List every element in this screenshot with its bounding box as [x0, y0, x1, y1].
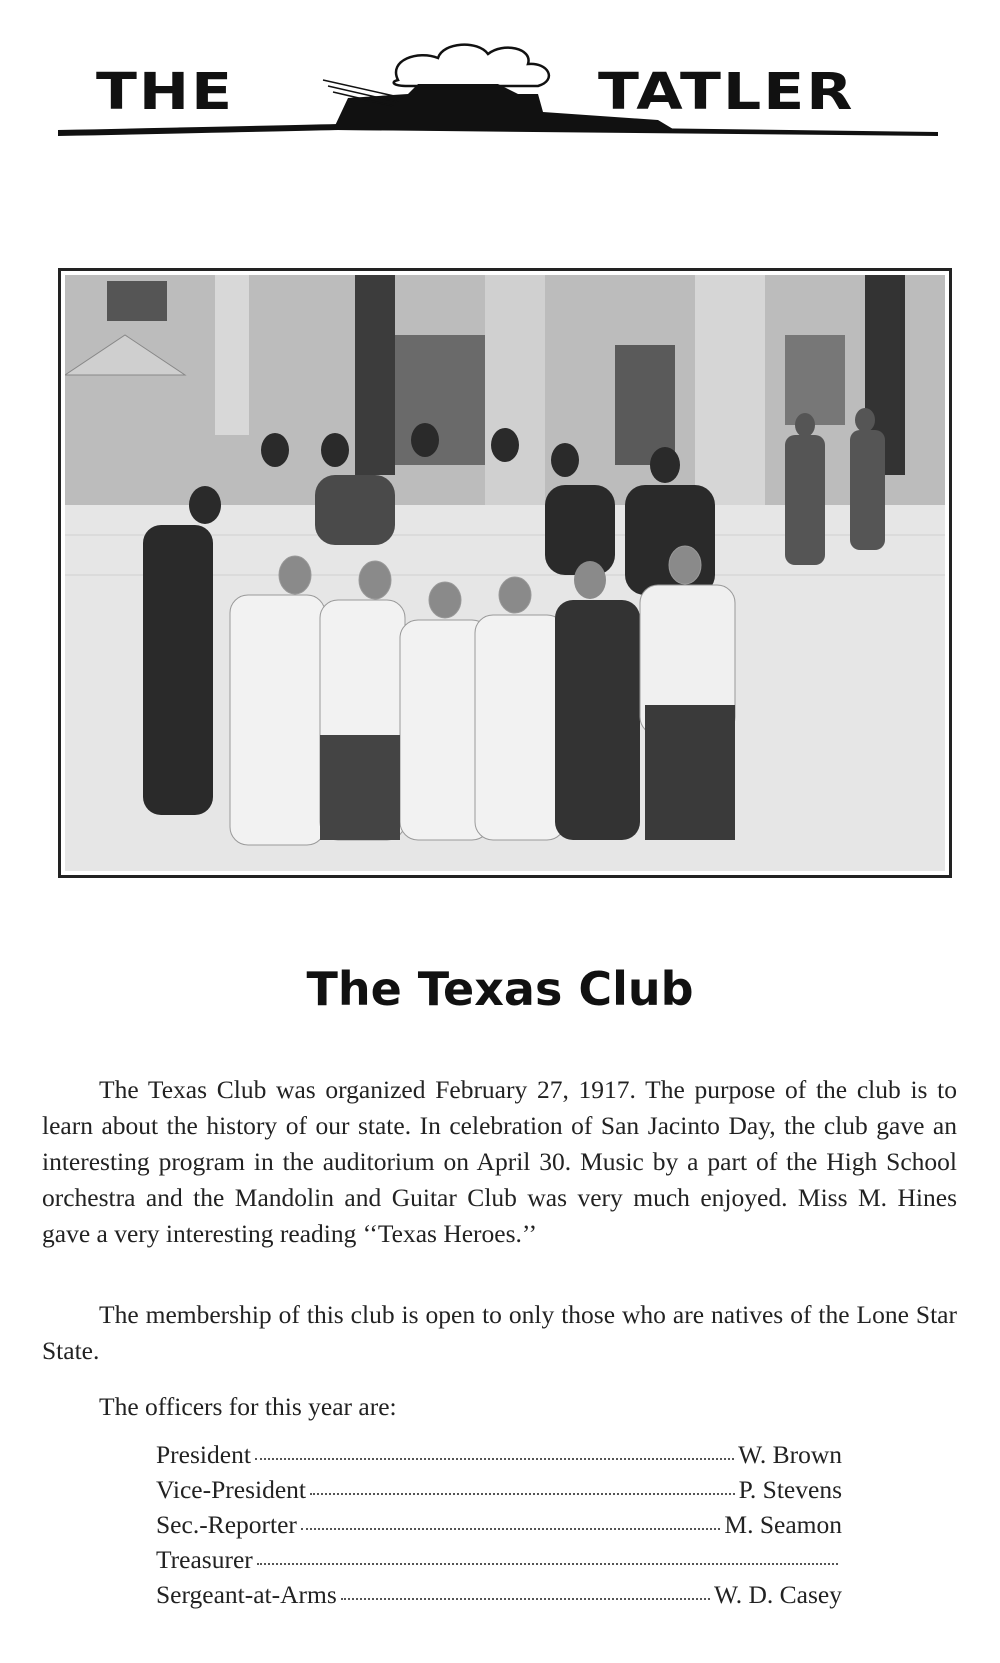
dot-leader [341, 1598, 710, 1600]
masthead-right-word: TATLER [598, 62, 855, 122]
paragraph-membership: The membership of this club is open to only those who are natives of the Lone Star State. [42, 1300, 957, 1365]
group-photo [58, 268, 952, 878]
officer-name: M. Seamon [724, 1510, 842, 1539]
officer-role: Treasurer [156, 1545, 253, 1574]
officer-name: W. Brown [738, 1440, 842, 1469]
group-photo-image [65, 275, 945, 871]
officer-name: P. Stevens [738, 1475, 842, 1504]
page-title: The Texas Club [306, 962, 694, 1016]
masthead [58, 40, 938, 150]
dot-leader [310, 1493, 735, 1495]
officer-role: Sergeant-at-Arms [156, 1580, 337, 1609]
dot-leader [257, 1563, 838, 1565]
officer-row-sergeant-at-arms [156, 1580, 842, 1615]
officer-role: Vice-President [156, 1475, 306, 1504]
officer-role: Sec.-Reporter [156, 1510, 297, 1539]
masthead-left-word: THE [96, 62, 235, 122]
officer-row-treasurer [156, 1545, 842, 1580]
officer-role: President [156, 1440, 251, 1469]
officer-name: W. D. Casey [714, 1580, 842, 1609]
officer-row-vice-president [156, 1475, 842, 1510]
dot-leader [255, 1458, 734, 1460]
officer-row-sec-reporter [156, 1510, 842, 1545]
paragraph-history: The Texas Club was organized February 27, 1917. The purpose of the club is to learn about the history of our state. In celebration of San Jacinto Day, the club gave an interesting program in the auditorium on April 30. Music by a part of the High School orchestra and the Mandolin and Guitar Club was very much enjoyed. Miss M. Hines gave a very interesting reading ‘‘Texas Heroes.’’ [42, 1075, 957, 1248]
dot-leader [301, 1528, 721, 1530]
paragraph-officers-intro: The officers for this year are: [99, 1392, 397, 1421]
officers-list [156, 1440, 842, 1615]
officer-row-president [156, 1440, 842, 1475]
